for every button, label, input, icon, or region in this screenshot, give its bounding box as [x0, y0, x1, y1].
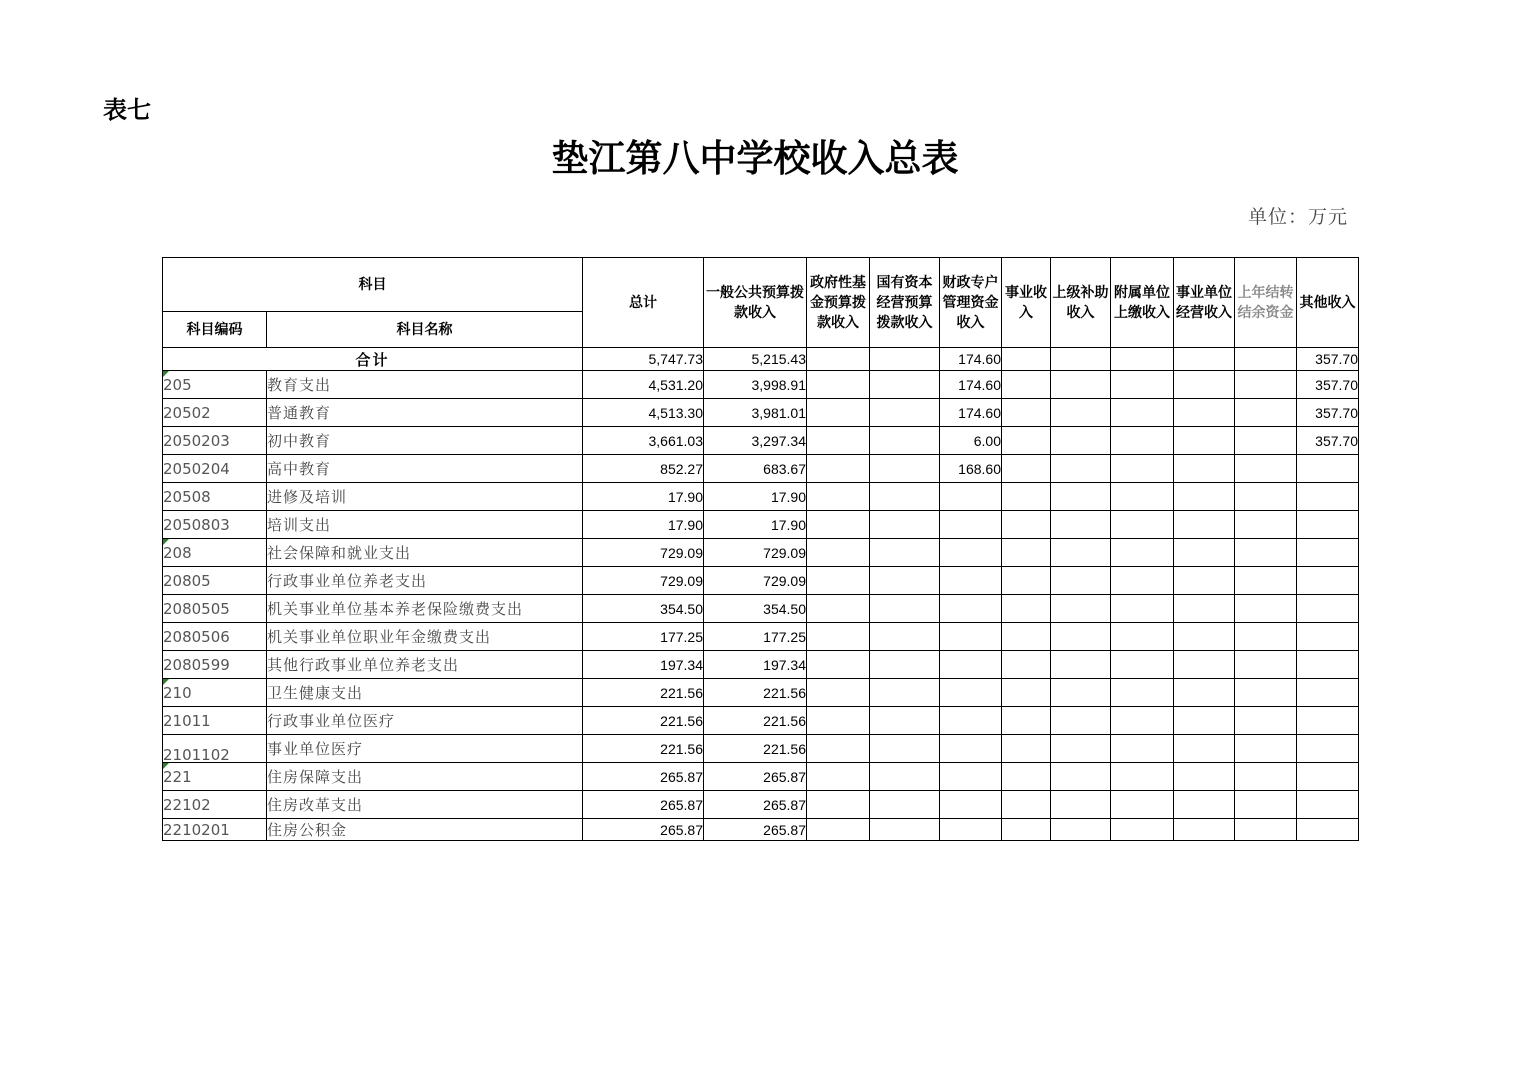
amount-cell	[1051, 483, 1111, 511]
cell-flag-marker	[163, 371, 169, 377]
subject-code: 205	[163, 375, 192, 394]
amount-cell	[807, 651, 870, 679]
amount-cell	[1297, 819, 1359, 841]
amount-cell: 221.56	[583, 735, 704, 763]
col-header-carryover: 上年结转结余资金	[1235, 258, 1297, 348]
amount-cell	[1051, 595, 1111, 623]
amount-cell: 3,661.03	[583, 427, 704, 455]
amount-cell: 265.87	[704, 763, 807, 791]
col-header-state-capital: 国有资本经营预算拨款收入	[870, 258, 940, 348]
amount-cell: 265.87	[583, 819, 704, 841]
amount-cell: 265.87	[583, 763, 704, 791]
total-cell	[1111, 348, 1174, 371]
amount-cell: 197.34	[583, 651, 704, 679]
table-row	[163, 707, 1359, 735]
amount-cell	[807, 763, 870, 791]
amount-cell: 729.09	[583, 539, 704, 567]
amount-cell: 357.70	[1297, 371, 1359, 399]
amount-cell	[1174, 455, 1235, 483]
amount-cell	[1051, 791, 1111, 819]
total-cell	[1051, 348, 1111, 371]
col-header-fiscal-account: 财政专户管理资金收入	[940, 258, 1002, 348]
amount-cell	[870, 679, 940, 707]
amount-cell	[1111, 735, 1174, 763]
amount-cell	[1111, 567, 1174, 595]
subject-name: 机关事业单位职业年金缴费支出	[267, 623, 583, 651]
amount-cell	[1051, 735, 1111, 763]
amount-cell: 354.50	[704, 595, 807, 623]
amount-cell	[1235, 455, 1297, 483]
amount-cell: 265.87	[704, 791, 807, 819]
amount-cell	[1235, 819, 1297, 841]
amount-cell	[807, 791, 870, 819]
amount-cell	[807, 567, 870, 595]
amount-cell	[1111, 455, 1174, 483]
amount-cell: 357.70	[1297, 427, 1359, 455]
amount-cell	[1051, 819, 1111, 841]
amount-cell	[1235, 763, 1297, 791]
col-header-superior-subsidy: 上级补助收入	[1051, 258, 1111, 348]
col-header-gov-fund: 政府性基金预算拨款收入	[807, 258, 870, 348]
subject-code-cell	[163, 399, 267, 427]
subject-code-cell	[163, 623, 267, 651]
amount-cell: 17.90	[583, 483, 704, 511]
subject-name: 机关事业单位基本养老保险缴费支出	[267, 595, 583, 623]
amount-cell	[940, 707, 1002, 735]
amount-cell	[1235, 539, 1297, 567]
amount-cell: 683.67	[704, 455, 807, 483]
amount-cell	[1174, 623, 1235, 651]
amount-cell	[1002, 651, 1051, 679]
amount-cell	[1235, 707, 1297, 735]
amount-cell	[870, 819, 940, 841]
amount-cell: 3,981.01	[704, 399, 807, 427]
total-cell: 357.70	[1297, 348, 1359, 371]
subject-name: 行政事业单位养老支出	[267, 567, 583, 595]
subject-code-cell	[163, 539, 267, 567]
amount-cell	[1051, 623, 1111, 651]
amount-cell	[1002, 427, 1051, 455]
amount-cell	[940, 567, 1002, 595]
subject-name: 培训支出	[267, 511, 583, 539]
amount-cell	[1297, 595, 1359, 623]
subject-name: 事业单位医疗	[267, 735, 583, 763]
amount-cell	[940, 791, 1002, 819]
amount-cell	[1297, 735, 1359, 763]
amount-cell	[1235, 679, 1297, 707]
amount-cell	[1111, 427, 1174, 455]
amount-cell	[1111, 651, 1174, 679]
amount-cell	[940, 595, 1002, 623]
amount-cell	[807, 623, 870, 651]
amount-cell	[1111, 679, 1174, 707]
amount-cell	[807, 735, 870, 763]
amount-cell	[1235, 595, 1297, 623]
amount-cell	[870, 539, 940, 567]
amount-cell	[1174, 735, 1235, 763]
subject-name: 住房改革支出	[267, 791, 583, 819]
amount-cell	[807, 455, 870, 483]
table-row	[163, 735, 1359, 763]
amount-cell	[870, 763, 940, 791]
amount-cell	[1051, 455, 1111, 483]
amount-cell	[870, 427, 940, 455]
amount-cell	[1051, 567, 1111, 595]
amount-cell	[1235, 623, 1297, 651]
subject-code-cell	[163, 455, 267, 483]
amount-cell	[870, 371, 940, 399]
subject-code: 210	[163, 683, 192, 702]
col-header-other-income: 其他收入	[1297, 258, 1359, 348]
subject-code-cell	[163, 763, 267, 791]
amount-cell	[807, 511, 870, 539]
table-row	[163, 399, 1359, 427]
amount-cell	[807, 427, 870, 455]
amount-cell	[1002, 791, 1051, 819]
table-row	[163, 539, 1359, 567]
amount-cell	[1235, 483, 1297, 511]
subject-code: 221	[163, 767, 192, 786]
amount-cell	[1051, 511, 1111, 539]
amount-cell	[940, 539, 1002, 567]
amount-cell	[1051, 651, 1111, 679]
subject-code: 2050203	[163, 431, 230, 450]
amount-cell	[870, 735, 940, 763]
amount-cell: 354.50	[583, 595, 704, 623]
subject-code-cell	[163, 427, 267, 455]
total-cell	[1235, 348, 1297, 371]
amount-cell	[1174, 707, 1235, 735]
subject-code: 20502	[163, 403, 211, 422]
amount-cell	[1051, 399, 1111, 427]
amount-cell	[1297, 707, 1359, 735]
amount-cell	[870, 567, 940, 595]
amount-cell	[1051, 707, 1111, 735]
table-row	[163, 623, 1359, 651]
amount-cell	[1051, 427, 1111, 455]
amount-cell: 168.60	[940, 455, 1002, 483]
subject-code: 2080599	[163, 655, 230, 674]
total-cell: 5,747.73	[583, 348, 704, 371]
amount-cell	[940, 623, 1002, 651]
amount-cell	[807, 819, 870, 841]
amount-cell	[1111, 707, 1174, 735]
amount-cell	[1002, 679, 1051, 707]
amount-cell	[1297, 567, 1359, 595]
amount-cell	[807, 483, 870, 511]
total-cell	[1002, 348, 1051, 371]
amount-cell	[1297, 455, 1359, 483]
subject-code: 2210201	[163, 820, 230, 839]
col-header-business-income: 事业收入	[1002, 258, 1051, 348]
amount-cell	[1297, 763, 1359, 791]
col-header-affiliate-remit: 附属单位上缴收入	[1111, 258, 1174, 348]
amount-cell	[870, 483, 940, 511]
amount-cell: 17.90	[704, 511, 807, 539]
income-table	[162, 257, 1359, 841]
subject-code-cell	[163, 679, 267, 707]
amount-cell	[1235, 511, 1297, 539]
amount-cell	[1174, 539, 1235, 567]
subject-code: 21011	[163, 711, 211, 730]
amount-cell	[1002, 707, 1051, 735]
amount-cell	[940, 651, 1002, 679]
col-header-general-budget: 一般公共预算拨款收入	[704, 258, 807, 348]
subject-code-cell	[163, 735, 267, 763]
subject-header: 科目	[163, 258, 583, 312]
amount-cell: 265.87	[583, 791, 704, 819]
amount-cell: 3,998.91	[704, 371, 807, 399]
amount-cell	[1174, 371, 1235, 399]
total-label: 合计	[163, 348, 583, 371]
subject-name: 住房保障支出	[267, 763, 583, 791]
subject-code-cell	[163, 819, 267, 841]
subject-name: 高中教育	[267, 455, 583, 483]
amount-cell	[1297, 791, 1359, 819]
amount-cell: 3,297.34	[704, 427, 807, 455]
amount-cell	[1235, 567, 1297, 595]
subject-name: 普通教育	[267, 399, 583, 427]
page-title: 垫江第八中学校收入总表	[551, 136, 959, 180]
total-cell: 174.60	[940, 348, 1002, 371]
total-cell	[870, 348, 940, 371]
amount-cell	[1174, 595, 1235, 623]
col-header-total: 总计	[583, 258, 704, 348]
amount-cell	[1002, 763, 1051, 791]
amount-cell	[940, 763, 1002, 791]
total-row	[163, 348, 1359, 371]
amount-cell	[1174, 763, 1235, 791]
amount-cell: 221.56	[704, 735, 807, 763]
amount-cell	[1111, 623, 1174, 651]
amount-cell	[1111, 763, 1174, 791]
subject-code: 2050204	[163, 459, 230, 478]
total-cell	[1174, 348, 1235, 371]
amount-cell: 221.56	[583, 707, 704, 735]
amount-cell	[1297, 651, 1359, 679]
amount-cell	[1111, 399, 1174, 427]
subject-name: 其他行政事业单位养老支出	[267, 651, 583, 679]
amount-cell	[870, 455, 940, 483]
amount-cell	[1111, 791, 1174, 819]
amount-cell: 729.09	[704, 567, 807, 595]
amount-cell	[1002, 455, 1051, 483]
amount-cell	[1174, 567, 1235, 595]
amount-cell	[807, 539, 870, 567]
amount-cell: 265.87	[704, 819, 807, 841]
amount-cell	[1002, 735, 1051, 763]
subject-code: 2101102	[163, 745, 230, 763]
subject-code-cell	[163, 707, 267, 735]
subject-code: 2080505	[163, 599, 230, 618]
table-row	[163, 371, 1359, 399]
amount-cell	[1002, 819, 1051, 841]
amount-cell	[1002, 567, 1051, 595]
amount-cell: 177.25	[704, 623, 807, 651]
amount-cell	[807, 707, 870, 735]
amount-cell	[807, 595, 870, 623]
table-row	[163, 595, 1359, 623]
amount-cell	[1235, 735, 1297, 763]
amount-cell	[1051, 763, 1111, 791]
amount-cell	[940, 735, 1002, 763]
amount-cell	[1002, 483, 1051, 511]
amount-cell	[1297, 539, 1359, 567]
amount-cell	[1174, 483, 1235, 511]
subject-name: 行政事业单位医疗	[267, 707, 583, 735]
amount-cell	[870, 399, 940, 427]
amount-cell	[870, 511, 940, 539]
amount-cell	[1002, 511, 1051, 539]
amount-cell	[1174, 791, 1235, 819]
subject-code-header: 科目编码	[163, 312, 267, 348]
amount-cell: 221.56	[583, 679, 704, 707]
amount-cell: 17.90	[583, 511, 704, 539]
amount-cell	[1174, 427, 1235, 455]
amount-cell	[1174, 511, 1235, 539]
subject-code-cell	[163, 511, 267, 539]
subject-code-cell	[163, 595, 267, 623]
amount-cell	[1051, 679, 1111, 707]
amount-cell	[1235, 399, 1297, 427]
amount-cell: 6.00	[940, 427, 1002, 455]
amount-cell: 174.60	[940, 371, 1002, 399]
amount-cell: 221.56	[704, 707, 807, 735]
amount-cell	[940, 819, 1002, 841]
subject-code: 22102	[163, 795, 211, 814]
amount-cell: 17.90	[704, 483, 807, 511]
amount-cell	[807, 371, 870, 399]
col-header-operating-income: 事业单位经营收入	[1174, 258, 1235, 348]
subject-name: 卫生健康支出	[267, 679, 583, 707]
cell-flag-marker	[163, 679, 169, 685]
amount-cell	[1111, 539, 1174, 567]
amount-cell	[1002, 539, 1051, 567]
subject-name: 初中教育	[267, 427, 583, 455]
subject-code-cell	[163, 371, 267, 399]
subject-code: 2050803	[163, 515, 230, 534]
table-row	[163, 511, 1359, 539]
table-row	[163, 763, 1359, 791]
cell-flag-marker	[163, 763, 169, 769]
amount-cell	[940, 511, 1002, 539]
amount-cell	[1297, 483, 1359, 511]
table-row	[163, 791, 1359, 819]
amount-cell	[1111, 595, 1174, 623]
table-label: 表七	[103, 96, 151, 124]
amount-cell	[870, 791, 940, 819]
amount-cell	[1297, 623, 1359, 651]
total-cell	[807, 348, 870, 371]
table-row	[163, 483, 1359, 511]
subject-code: 208	[163, 543, 192, 562]
subject-code: 20508	[163, 487, 211, 506]
amount-cell	[1111, 511, 1174, 539]
amount-cell	[1235, 791, 1297, 819]
amount-cell: 729.09	[583, 567, 704, 595]
amount-cell: 174.60	[940, 399, 1002, 427]
amount-cell	[1002, 399, 1051, 427]
amount-cell	[1051, 371, 1111, 399]
amount-cell	[1174, 679, 1235, 707]
amount-cell	[870, 707, 940, 735]
amount-cell	[1111, 483, 1174, 511]
amount-cell	[1002, 595, 1051, 623]
amount-cell	[940, 679, 1002, 707]
subject-name: 进修及培训	[267, 483, 583, 511]
total-cell: 5,215.43	[704, 348, 807, 371]
amount-cell	[1111, 819, 1174, 841]
subject-name: 住房公积金	[267, 819, 583, 841]
subject-code-cell	[163, 483, 267, 511]
amount-cell: 221.56	[704, 679, 807, 707]
cell-flag-marker	[163, 539, 169, 545]
table-row	[163, 819, 1359, 841]
amount-cell	[807, 679, 870, 707]
amount-cell	[870, 595, 940, 623]
amount-cell	[1174, 399, 1235, 427]
amount-cell: 4,513.30	[583, 399, 704, 427]
subject-code: 20805	[163, 571, 211, 590]
amount-cell: 852.27	[583, 455, 704, 483]
unit-note: 单位：万元	[1248, 206, 1349, 228]
table-row	[163, 567, 1359, 595]
amount-cell	[1002, 623, 1051, 651]
subject-code-cell	[163, 651, 267, 679]
subject-code-cell	[163, 791, 267, 819]
table-row	[163, 455, 1359, 483]
subject-name: 教育支出	[267, 371, 583, 399]
amount-cell	[1297, 679, 1359, 707]
table-row	[163, 651, 1359, 679]
table-row	[163, 679, 1359, 707]
amount-cell	[1002, 371, 1051, 399]
amount-cell	[870, 651, 940, 679]
amount-cell: 177.25	[583, 623, 704, 651]
amount-cell	[1235, 371, 1297, 399]
subject-code: 2080506	[163, 627, 230, 646]
amount-cell	[1297, 511, 1359, 539]
amount-cell: 4,531.20	[583, 371, 704, 399]
amount-cell	[1235, 427, 1297, 455]
amount-cell	[1235, 651, 1297, 679]
amount-cell	[940, 483, 1002, 511]
table-row	[163, 427, 1359, 455]
amount-cell	[870, 623, 940, 651]
amount-cell	[1174, 651, 1235, 679]
subject-name: 社会保障和就业支出	[267, 539, 583, 567]
amount-cell	[807, 399, 870, 427]
subject-name-header: 科目名称	[267, 312, 583, 348]
amount-cell: 357.70	[1297, 399, 1359, 427]
amount-cell	[1051, 539, 1111, 567]
amount-cell: 729.09	[704, 539, 807, 567]
amount-cell: 197.34	[704, 651, 807, 679]
amount-cell	[1174, 819, 1235, 841]
subject-code-cell	[163, 567, 267, 595]
amount-cell	[1111, 371, 1174, 399]
